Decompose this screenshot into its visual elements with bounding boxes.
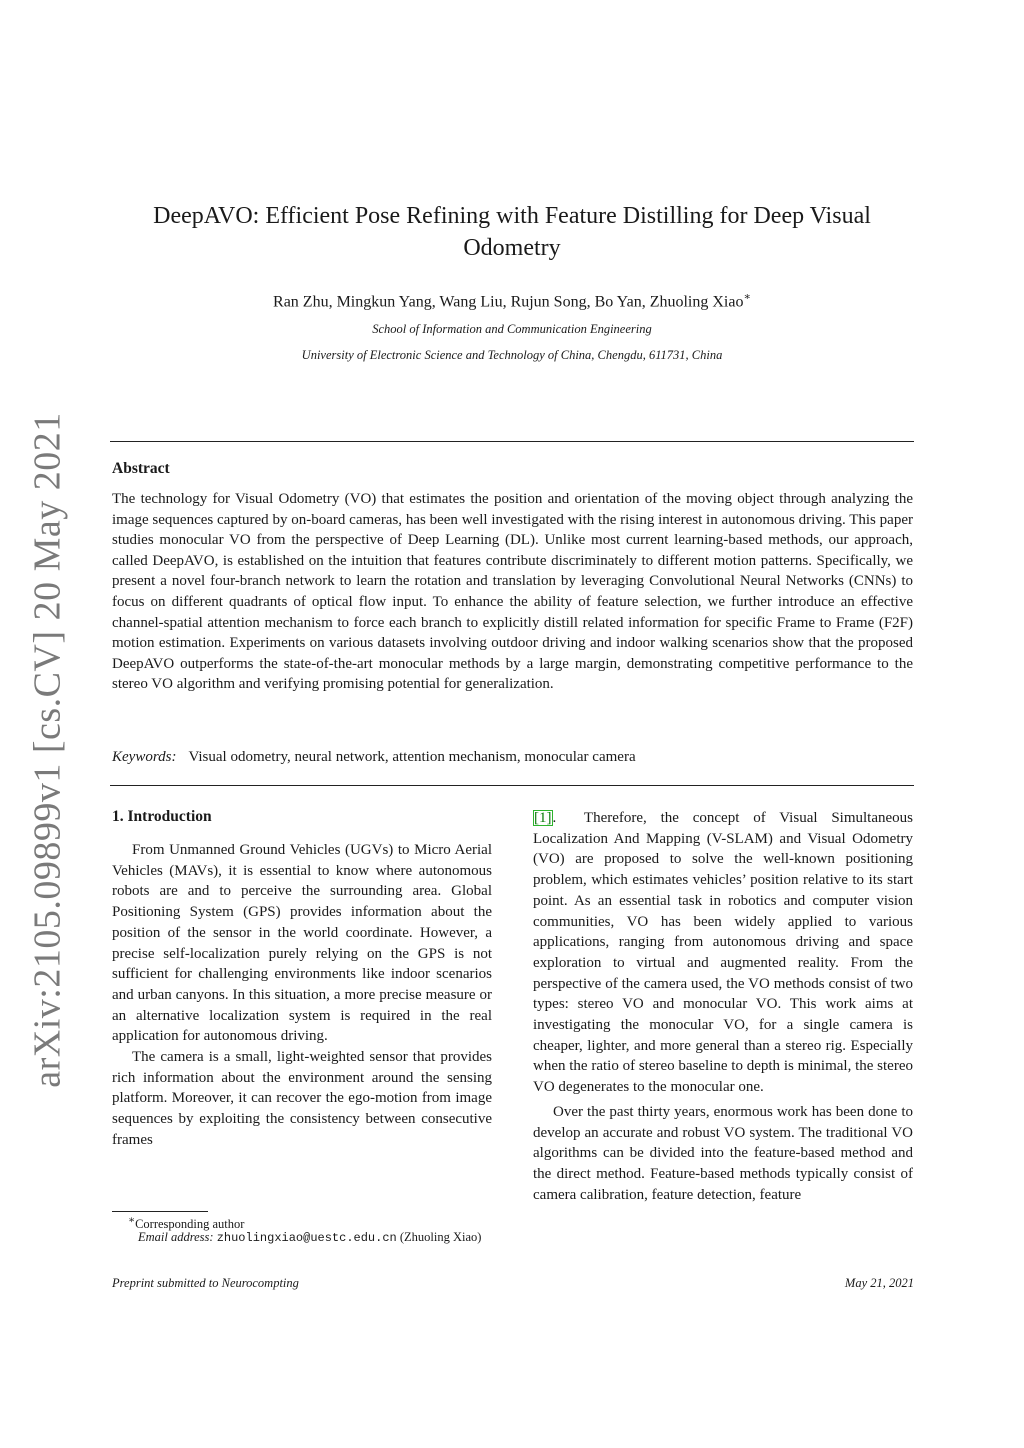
- arxiv-stamp-text: arXiv:2105.09899v1 [cs.CV] 20 May 2021: [27, 412, 70, 1088]
- keywords-text: Visual odometry, neural network, attention mechanism, monocular camera: [188, 749, 636, 765]
- abstract-bottom-rule: [110, 785, 914, 786]
- arxiv-stamp: [18, 412, 78, 1088]
- section-heading-introduction: 1. Introduction: [112, 808, 212, 825]
- keywords: [112, 749, 636, 766]
- affiliation-2: University of Electronic Science and Technology of China, Chengdu, 611731, China: [301, 348, 723, 362]
- footnote-mark: ∗: [128, 1215, 136, 1226]
- left-column: [112, 840, 492, 1151]
- intro-paragraph-4: Over the past thirty years, enormous work has been done to develop an accurate and robust VO system. The traditional VO algorithms can be divided into the feature-based method and the direct method. Feature-based methods typically consist of camera calibration, feature detection, feature: [533, 1103, 913, 1203]
- right-column: [533, 808, 913, 1205]
- author-list: [110, 290, 914, 311]
- footnote-corresponding-text: Corresponding author: [135, 1217, 245, 1232]
- keywords-label: Keywords:: [112, 749, 177, 765]
- preprint-note: Preprint submitted to Neurocompting: [112, 1276, 299, 1290]
- footnote-email: [112, 1229, 492, 1247]
- footnote-email-label: Email address:: [138, 1230, 214, 1244]
- authors-text: Ran Zhu, Mingkun Yang, Wang Liu, Rujun Song, Bo Yan, Zhuoling Xiao: [273, 293, 744, 311]
- footnote-email-name: (Zhuoling Xiao): [399, 1230, 482, 1244]
- title-line-2: Odometry: [463, 235, 561, 261]
- title-line-1: DeepAVO: Efficient Pose Refining with Feature Distilling for Deep Visual: [153, 203, 871, 229]
- submission-date: May 21, 2021: [844, 1276, 914, 1290]
- intro-paragraph-2: The camera is a small, light-weighted sensor that provides rich information about the environment around the sensing platform. Moreover, it can recover the ego-motion from image sequences by exploiting the consistency between consecutive frames: [112, 1049, 492, 1148]
- abstract-heading: Abstract: [112, 460, 170, 477]
- intro-paragraph-3: [1]. Therefore, the concept of Visual Simultaneous Localization And Mapping (V-SLAM) and Visual Odometry (VO) are proposed to solve the well-known positioning problem, which estimates vehicles’ position relative to its start point. As an essential task in robotics and computer vision communities, VO has been widely applied to various applications, ranging from autonomous driving and space exploration to virtual and augmented reality. From the perspective of the camera used, the VO methods consist of two types: stereo VO and monocular VO. This work aims at investigating the monocular VO, for a single camera is cheaper, lighter, and more general than a stereo rig. Especially when the ratio of stereo baseline to depth is minimal, the stereo VO degenerates to the monocular one.: [533, 810, 914, 1096]
- author-mark: ∗: [743, 291, 751, 303]
- paper-title: [110, 200, 914, 264]
- abstract-top-rule: [110, 441, 914, 442]
- intro-paragraph-1: From Unmanned Ground Vehicles (UGVs) to Micro Aerial Vehicles (MAVs), it is essential to know where autonomous robots are and to perceive the surrounding area. Global Positioning System (GPS) provides information about the position of the sensor in the world coordinate. However, a precise self-localization purely relying on the GPS is not sufficient for challenging environments like indoor scenarios and urban canyons. In this situation, a more precise measure or an alternative localization system is required in the real application for autonomous driving.: [112, 842, 492, 1045]
- abstract-body: The technology for Visual Odometry (VO) that estimates the position and orientation of the moving object through analyzing the image sequences captured by on-board cameras, has been well investigated with the rising interest in autonomous driving. This paper studies monocular VO from the perspective of Deep Learning (DL). Unlike most current learning-based methods, our approach, called DeepAVO, is established on the intuition that features contribute discriminately to different motion patterns. Specifically, we present a novel four-branch network to learn the rotation and translation by leveraging Convolutional Neural Networks (CNNs) to focus on different quadrants of optical flow input. To enhance the ability of feature selection, we further introduce an effective channel-spatial attention mechanism to force each branch to explicitly distill related information for specific Frame to Frame (F2F) motion estimation. Experiments on various datasets involving outdoor driving and indoor walking scenarios show that the proposed DeepAVO outperforms the state-of-the-art monocular methods by a large margin, demonstrating competitive performance to the stereo VO algorithm and verifying promising potential for generalization.: [112, 491, 913, 693]
- citation-number: 1: [539, 810, 547, 826]
- email-link[interactable]: zhuolingxiao@uestc.edu.cn: [216, 1231, 397, 1245]
- citation-link[interactable]: [1]: [534, 810, 552, 826]
- intro-paragraph-3-text: Therefore, the concept of Visual Simultaneous Localization And Mapping (V-SLAM) and Visual Odometry (VO) are proposed to solve the well-known positioning problem, which estimates vehicles’ position relative to its start point. As an essential task in robotics and computer vision communities, VO has been widely applied to various applications, ranging from autonomous driving and space exploration to virtual and augmented reality. From the perspective of the camera used, the VO methods consist of two types: stereo VO and monocular VO. This work aims at investigating the monocular VO, for a single camera is cheaper, lighter, and more general than a stereo rig. Especially when the ratio of stereo baseline to depth is minimal, the stereo VO degenerates to the monocular one.: [533, 810, 914, 1096]
- affiliation-1: School of Information and Communication Engineering: [372, 322, 652, 336]
